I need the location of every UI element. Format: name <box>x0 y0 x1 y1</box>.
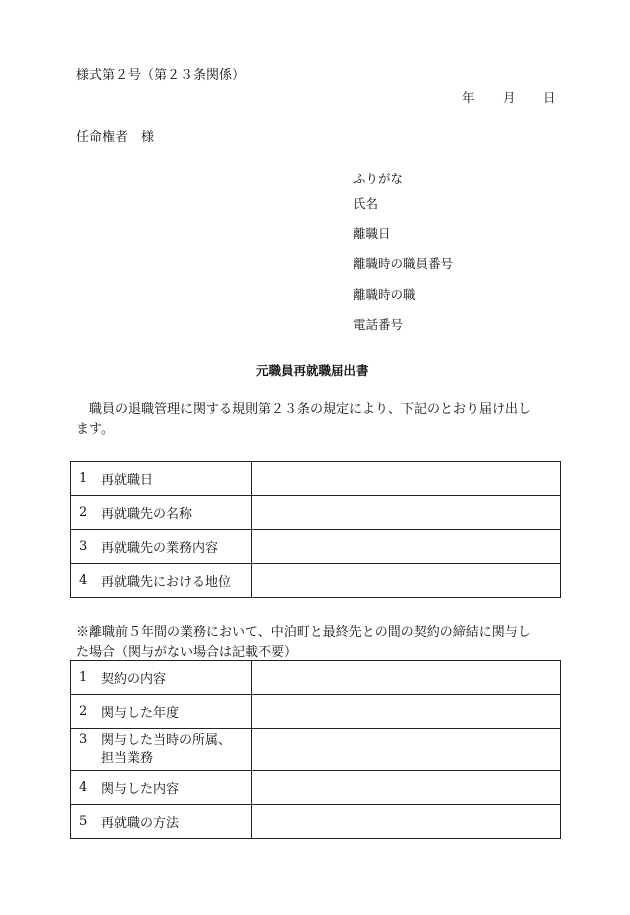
field-phone: 電話番号 <box>353 317 404 332</box>
field-name: 氏名 <box>353 196 379 211</box>
row-label: 再就職の方法 <box>101 816 180 831</box>
table-row <box>71 729 561 771</box>
table-row <box>71 564 561 598</box>
row-label: 再就職先における地位 <box>101 575 232 590</box>
field-furigana: ふりがな <box>353 171 404 186</box>
row-label-line-2: 担当業務 <box>101 750 154 766</box>
reemployment-table <box>70 461 561 598</box>
row-number: 1 <box>79 471 88 486</box>
date-day-label: 日 <box>543 90 556 105</box>
entry-cell-employer-name[interactable] <box>252 496 561 530</box>
entry-cell-involvement-content[interactable] <box>252 771 561 805</box>
intro-paragraph <box>76 400 566 440</box>
note-line-1: ※離職前５年間の業務において、中泊町と最終先との間の契約の締結に関与し <box>76 625 531 640</box>
row-label: 関与した年度 <box>101 706 180 721</box>
addressee: 任命権者 様 <box>76 130 155 145</box>
table-row <box>71 695 561 729</box>
entry-cell-reemployment-method[interactable] <box>252 805 561 839</box>
row-label: 再就職先の業務内容 <box>101 541 219 556</box>
table-row <box>71 462 561 496</box>
entry-cell-business-content[interactable] <box>252 530 561 564</box>
row-label: 関与した内容 <box>101 782 180 797</box>
entry-cell-job-position[interactable] <box>252 564 561 598</box>
row-number: 4 <box>79 573 88 588</box>
row-number: 4 <box>79 780 88 795</box>
row-label: 再就職日 <box>101 473 154 488</box>
contract-note <box>76 623 566 663</box>
table-row <box>71 496 561 530</box>
entry-cell-contract-content[interactable] <box>252 661 561 695</box>
table-row <box>71 530 561 564</box>
row-number: 3 <box>79 731 88 747</box>
table-row <box>71 661 561 695</box>
note-line-2: た場合（関与がない場合は記載不要） <box>76 645 298 660</box>
intro-line-1: 職員の退職管理に関する規則第２３条の規定により、下記のとおり届け出し <box>89 402 532 417</box>
intro-line-2: ます。 <box>76 422 114 437</box>
row-number: 5 <box>79 814 88 829</box>
form-number: 様式第２号（第２３条関係） <box>76 68 246 83</box>
contract-table <box>70 660 561 839</box>
row-number: 1 <box>79 670 88 685</box>
table-row <box>71 771 561 805</box>
document-title: 元職員再就職届出書 <box>256 363 369 378</box>
row-label: 再就職先の名称 <box>101 507 193 522</box>
field-separation-date: 離職日 <box>353 226 391 241</box>
row-label-line-1: 関与した当時の所属、 <box>101 732 232 748</box>
row-number: 2 <box>79 505 88 520</box>
entry-cell-department-duties[interactable] <box>252 729 561 771</box>
entry-cell-involved-year[interactable] <box>252 695 561 729</box>
row-number: 2 <box>79 704 88 719</box>
table-row <box>71 805 561 839</box>
row-label: 契約の内容 <box>101 672 167 687</box>
field-position: 離職時の職 <box>353 287 416 302</box>
field-employee-number: 離職時の職員番号 <box>353 256 454 271</box>
date-month-label: 月 <box>503 90 516 105</box>
row-number: 3 <box>79 539 88 554</box>
date-year-label: 年 <box>462 90 475 105</box>
entry-cell-reemployment-date[interactable] <box>252 462 561 496</box>
